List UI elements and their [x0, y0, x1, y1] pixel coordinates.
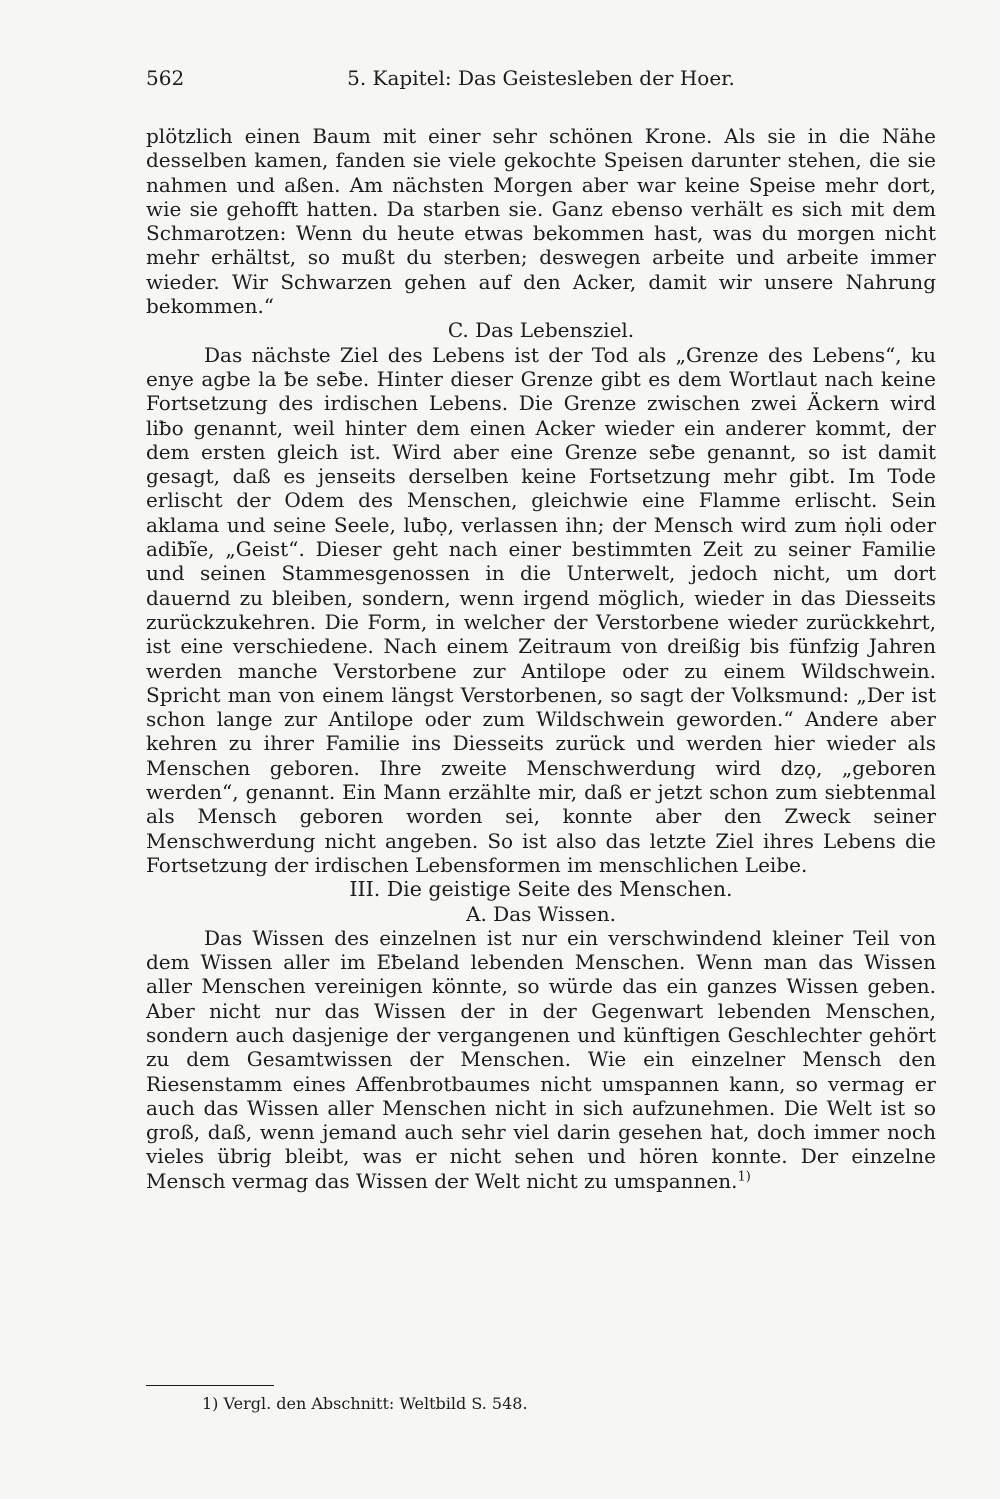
paragraph-continued: plötzlich einen Baum mit einer sehr schönen Krone. Als sie in die Nähe desselben kamen, fanden sie viele gekochte Speisen darunter stehen, die sie nahmen und aßen. Am nächsten Morgen aber war keine Speise mehr dort, wie sie gehofft hatten. Da starben sie. Ganz ebenso verhält es sich mit dem Schmarotzen: Wenn du heute etwas bekommen hast, was du morgen nicht mehr erhältst, so mußt du sterben; deswegen arbeite und arbeite immer wieder. Wir Schwarzen gehen auf den Acker, damit wir unsere Nahrung bekommen.“ [146, 124, 936, 319]
page-number: 562 [146, 66, 185, 90]
page-header [146, 66, 936, 100]
running-title: 5. Kapitel: Das Geistesleben der Hoer. [347, 66, 735, 90]
paragraph-lebensziel: Das nächste Ziel des Lebens ist der Tod als „Grenze des Lebens“, ku enye agbe la ƀe seƀe. Hinter dieser Grenze gibt es dem Wortlaut nach keine Fortsetzung des irdischen Lebens. Die Grenze zwischen zwei Äckern wird liƀo genannt, weil hinter dem einen Acker wieder ein anderer kommt, der dem ersten gleich ist. Wird aber eine Grenze seƀe genannt, so ist damit gesagt, daß es jenseits derselben keine Fortsetzung mehr gibt. Im Tode erlischt der Odem des Menschen, gleichwie eine Flamme erlischt. Sein aklama und seine Seele, luƀọ, verlassen ihn; der Mensch wird zum ṅọli oder adiƀĩe, „Geist“. Dieser geht nach einer bestimmten Zeit zu seiner Familie und seinen Stammesgenossen in die Unterwelt, jedoch nicht, um dort dauernd zu bleiben, sondern, wenn irgend möglich, wieder in das Diesseits zurückzukehren. Die Form, in welcher der Verstorbene wieder zurückkehrt, ist eine verschiedene. Nach einem Zeitraum von dreißig bis fünfzig Jahren werden manche Verstorbene zur Antilope oder zu einem Wildschwein. Spricht man von einem längst Verstorbenen, so sagt der Volksmund: „Der ist schon lange zur Antilope oder zum Wildschwein geworden.“ Andere aber kehren zu ihrer Familie ins Diesseits zurück und werden hier wieder als Menschen geboren. Ihre zweite Menschwerdung wird dzọ, „geboren werden“, genannt. Ein Mann erzählte mir, daß er jetzt schon zum siebtenmal als Mensch geboren worden sei, konnte aber den Zweck seiner Menschwerdung nicht angeben. So ist also das letzte Ziel ihres Lebens die Fortsetzung der irdischen Lebensformen im menschlichen Leibe. [146, 342, 936, 877]
page-body [146, 124, 936, 1193]
paragraph-wissen-text: Das Wissen des einzelnen ist nur ein verschwindend kleiner Teil von dem Wissen aller im Eƀeland lebenden Menschen. Wenn man das Wissen aller Menschen vereinigen könnte, so würde das ein ganzes Wissen geben. Aber nicht nur das Wissen der in der Gegenwart lebenden Menschen, sondern auch dasjenige der vergangenen und künftigen Geschlechter gehört zu dem Gesamtwissen der Menschen. Wie ein einzelner Mensch den Riesenstamm eines Affenbrotbaumes nicht umspannen kann, so vermag er auch das Wissen aller Menschen nicht in sich aufzunehmen. Die Welt ist so groß, daß, wenn jemand auch sehr viel darin gesehen hat, doch immer noch vieles übrig bleibt, was er nicht sehen und hören konnte. Der einzelne Mensch vermag das Wissen der Welt nicht zu umspannen. [146, 925, 936, 1193]
paragraph-wissen [146, 926, 936, 1193]
footnote-text: Vergl. den Abschnitt: Weltbild S. 548. [223, 1394, 528, 1413]
footnote-reference[interactable]: 1) [737, 1169, 751, 1185]
section-heading-c: C. Das Lebensziel. [447, 318, 635, 343]
section-heading-a: A. Das Wissen. [466, 901, 616, 926]
footnote-marker: 1) [202, 1394, 219, 1413]
chapter-heading-iii: III. Die geistige Seite des Menschen. [349, 877, 733, 902]
footnote-divider [146, 1385, 274, 1386]
footnote [202, 1394, 528, 1413]
